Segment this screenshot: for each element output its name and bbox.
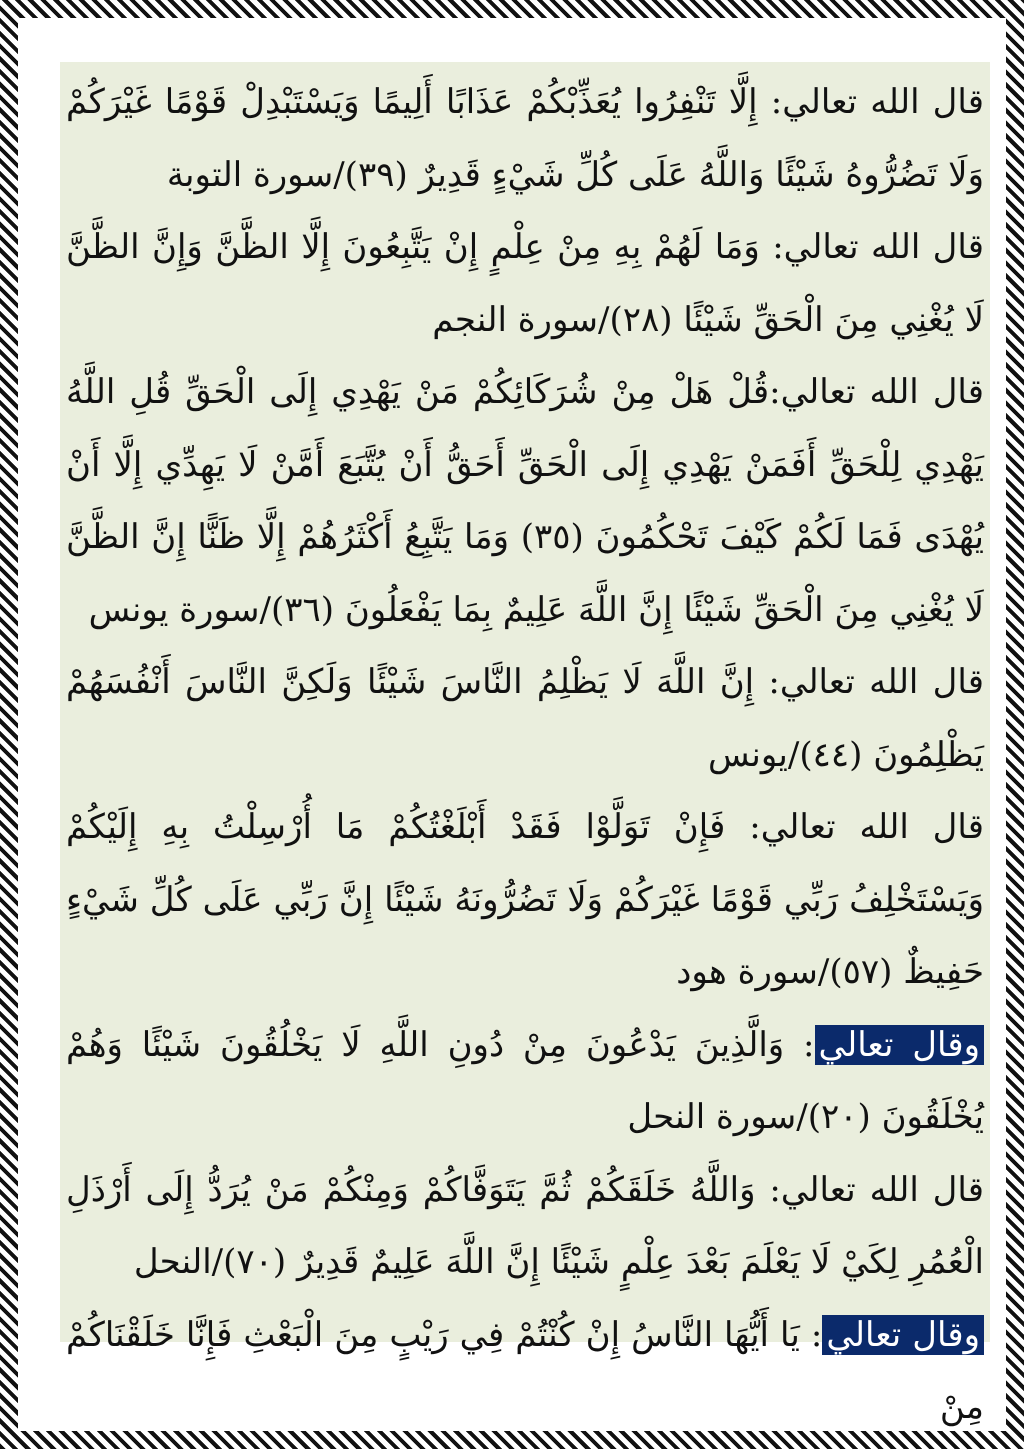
verse-intro: قال الله تعالي: (769, 372, 985, 412)
verse-block (66, 356, 984, 646)
verse-intro-highlighted: وقال تعالي (822, 1315, 984, 1355)
verse-block (66, 1299, 984, 1444)
verse-text: وَاللَّهُ خَلَقَكُمْ ثُمَّ يَتَوَفَّاكُمْ وَمِنْكُمْ مَنْ يُرَدُّ إِلَى أَرْذَلِ الْعُمُرِ لِكَيْ لَا يَعْلَمَ بَعْدَ عِلْمٍ شَيْئًا إِنَّ اللَّهَ عَلِيمٌ قَدِيرٌ (٧٠)/النحل (66, 1169, 984, 1282)
verse-block (66, 1009, 984, 1154)
verse-intro: قال الله تعالي: (749, 807, 984, 847)
verse-intro: قال الله تعالي: (768, 662, 984, 702)
verse-intro: قال الله تعالي: (770, 82, 984, 122)
verse-text: فَإِنْ تَوَلَّوْا فَقَدْ أَبْلَغْتُكُمْ مَا أُرْسِلْتُ بِهِ إِلَيْكُمْ وَيَسْتَخْلِفُ رَبِّي قَوْمًا غَيْرَكُمْ وَلَا تَضُرُّونَهُ شَيْئًا إِنَّ رَبِّي عَلَى كُلِّ شَيْءٍ حَفِيظٌ (٥٧)/سورة هود (66, 807, 984, 992)
verse-block (66, 646, 984, 791)
verses-content (60, 66, 990, 1444)
verse-text: قُلْ هَلْ مِنْ شُرَكَائِكُمْ مَنْ يَهْدِي إِلَى الْحَقِّ قُلِ اللَّهُ يَهْدِي لِلْحَقِّ أَفَمَنْ يَهْدِي إِلَى الْحَقِّ أَحَقُّ أَنْ يُتَّبَعَ أَمَّنْ لَا يَهِدِّي إِلَّا أَنْ يُهْدَى فَمَا لَكُمْ كَيْفَ تَحْكُمُونَ (٣٥) وَمَا يَتَّبِعُ أَكْثَرُهُمْ إِلَّا ظَنًّا إِنَّ الظَّنَّ لَا يُغْنِي مِنَ الْحَقِّ شَيْئًا إِنَّ اللَّهَ عَلِيمٌ بِمَا يَفْعَلُونَ (٣٦)/سورة يونس (66, 372, 984, 630)
verse-block (66, 1154, 984, 1299)
verse-block (66, 211, 984, 356)
verse-text: : يَا أَيُّهَا النَّاسُ إِنْ كُنْتُمْ فِي رَيْبٍ مِنَ الْبَعْثِ فَإِنَّا خَلَقْنَاكُمْ مِنْ (66, 1314, 984, 1427)
verse-block (66, 66, 984, 211)
verse-intro-highlighted: وقال تعالي (815, 1025, 985, 1065)
verse-text: إِنَّ اللَّهَ لَا يَظْلِمُ النَّاسَ شَيْئًا وَلَكِنَّ النَّاسَ أَنْفُسَهُمْ يَظْلِمُونَ (٤٤)/يونس (66, 662, 984, 775)
verse-intro: قال الله تعالي: (772, 227, 984, 267)
verse-text: وَمَا لَهُمْ بِهِ مِنْ عِلْمٍ إِنْ يَتَّبِعُونَ إِلَّا الظَّنَّ وَإِنَّ الظَّنَّ لَا يُغْنِي مِنَ الْحَقِّ شَيْئًا (٢٨)/سورة النجم (66, 227, 984, 340)
verse-intro: قال الله تعالي: (769, 1169, 984, 1210)
verse-block (66, 791, 984, 1009)
verse-text: : وَالَّذِينَ يَدْعُونَ مِنْ دُونِ اللَّهِ لَا يَخْلُقُونَ شَيْئًا وَهُمْ يُخْلَقُونَ (٢٠)/سورة النحل (66, 1024, 984, 1137)
verse-text: إِلَّا تَنْفِرُوا يُعَذِّبْكُمْ عَذَابًا أَلِيمًا وَيَسْتَبْدِلْ قَوْمًا غَيْرَكُمْ وَلَا تَضُرُّوهُ شَيْئًا وَاللَّهُ عَلَى كُلِّ شَيْءٍ قَدِيرٌ (٣٩)/سورة التوبة (66, 82, 984, 195)
